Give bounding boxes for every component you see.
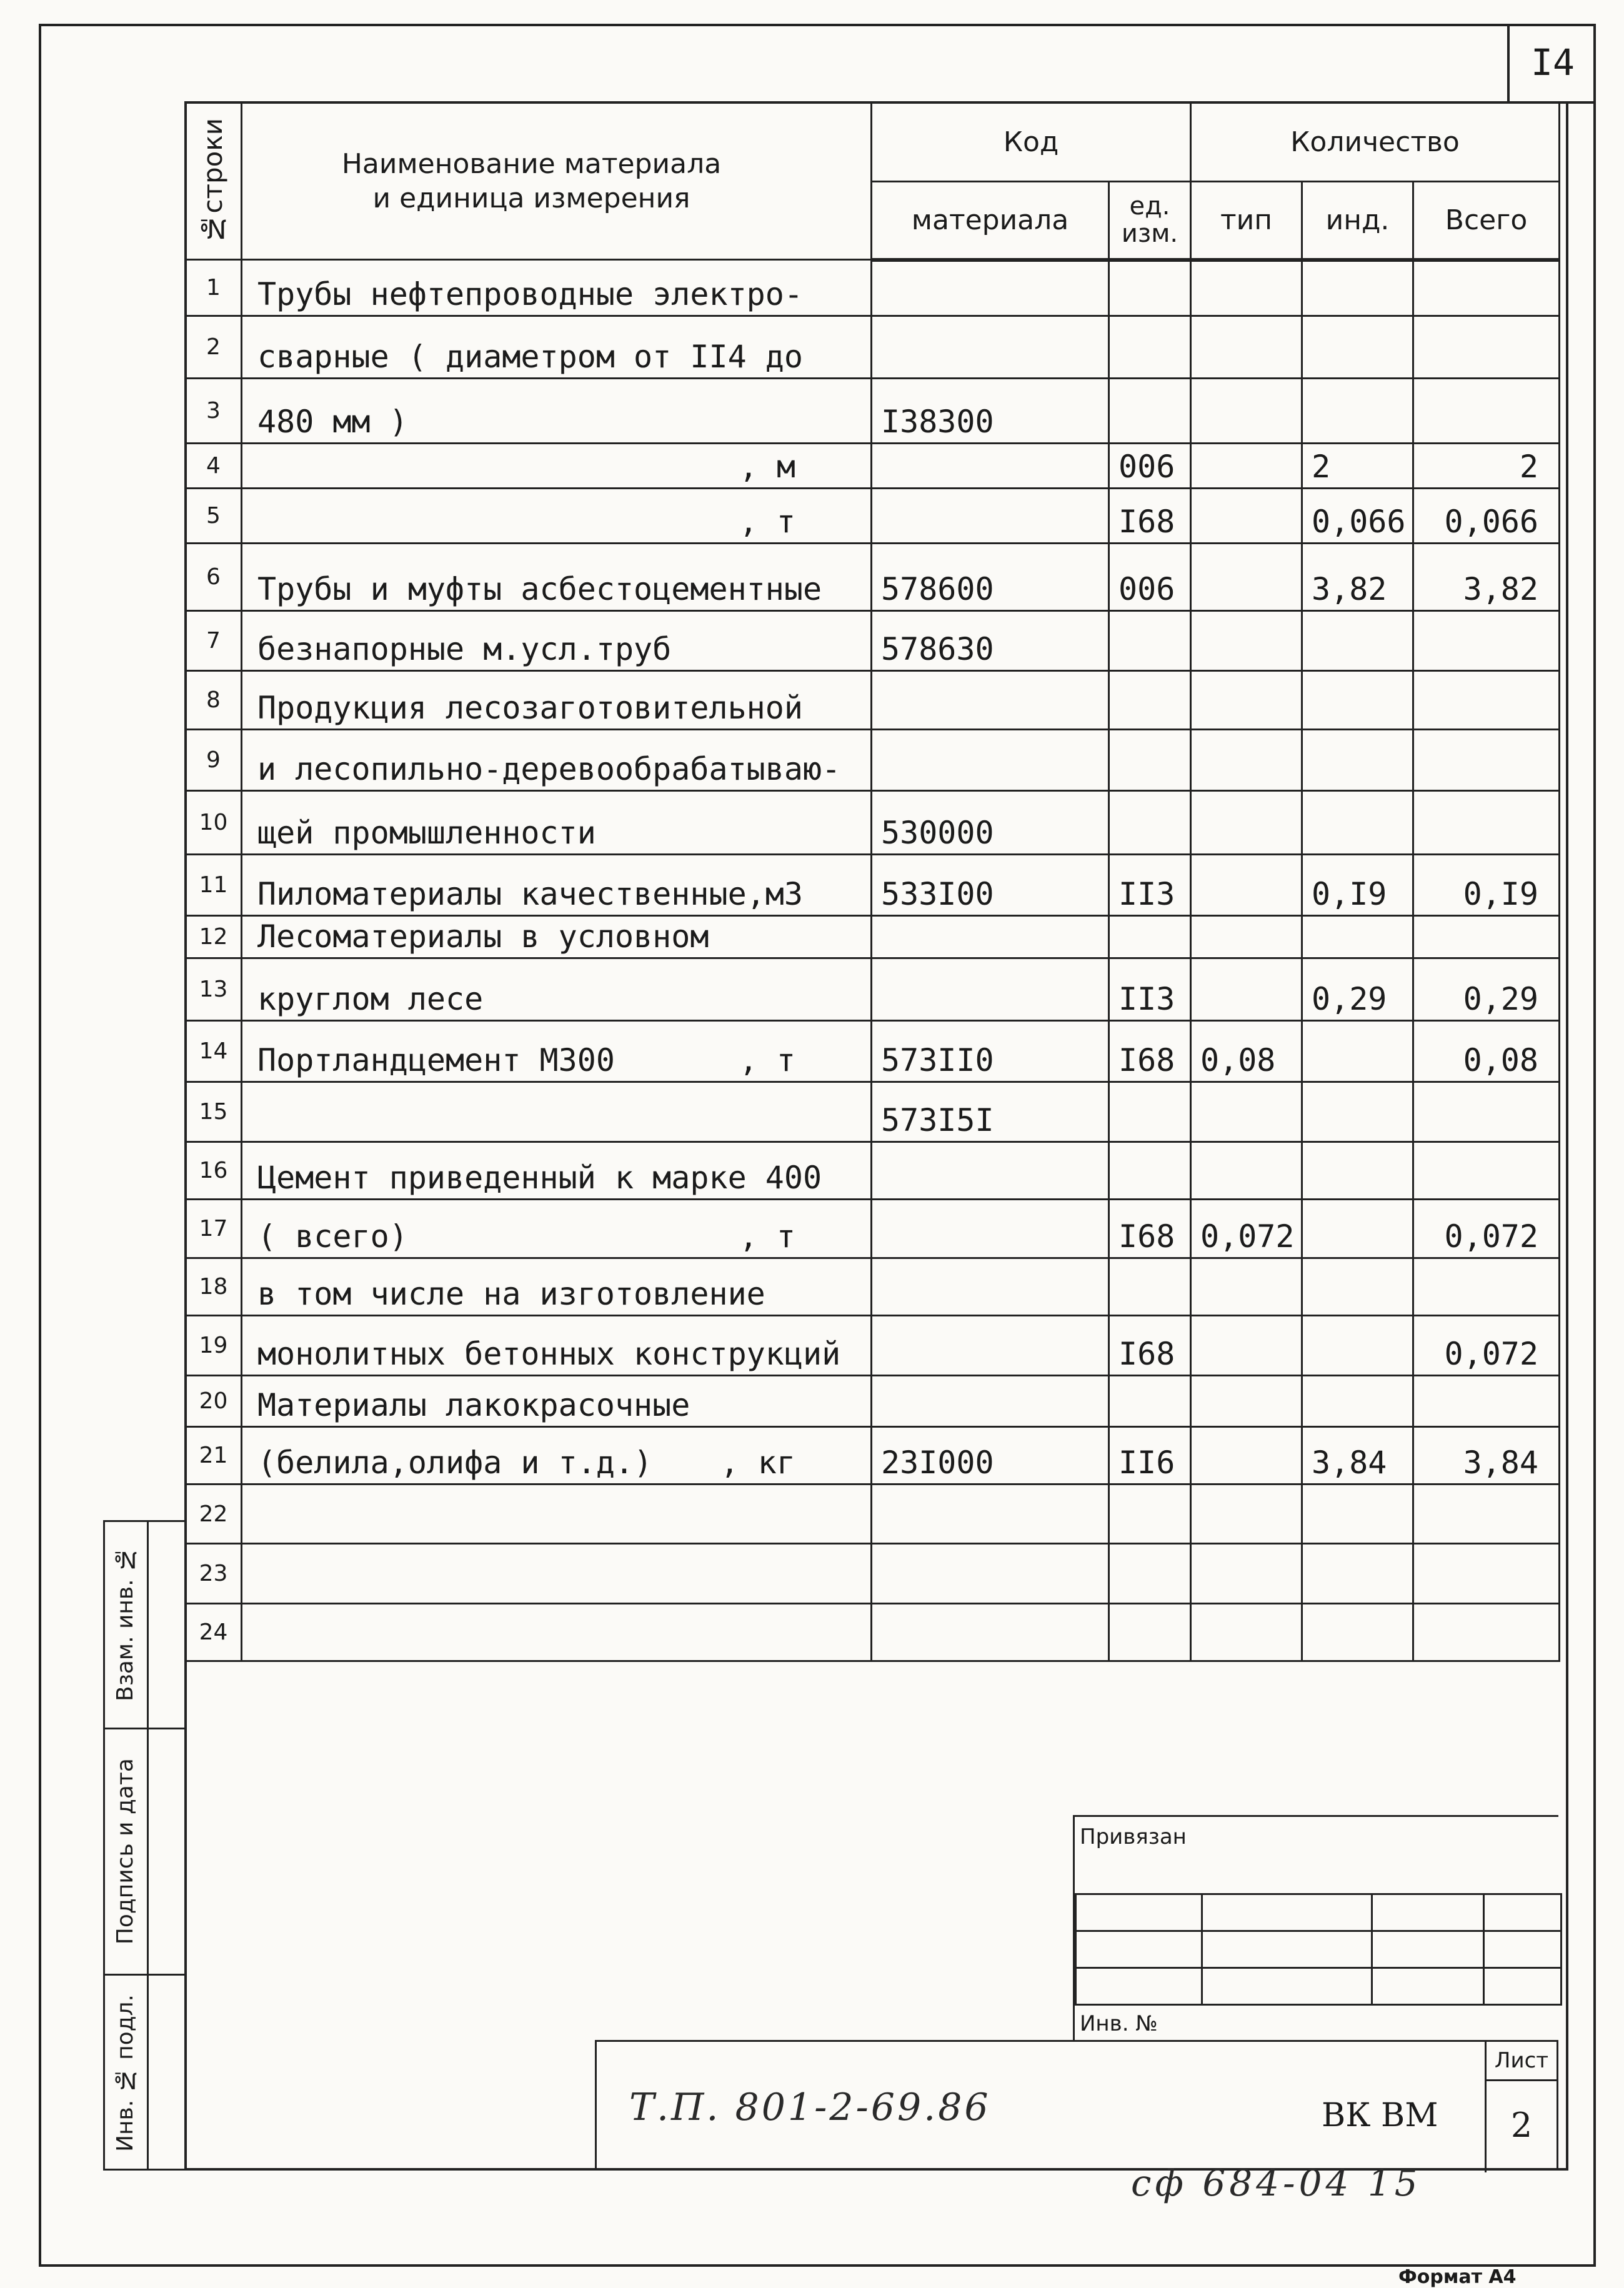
row-number: 22 — [186, 1485, 242, 1544]
qty-ind: 3,84 — [1302, 1427, 1413, 1485]
unit-code — [1109, 1604, 1191, 1661]
material-name — [242, 916, 872, 958]
material-name — [242, 855, 872, 916]
qty-ind — [1302, 1376, 1413, 1427]
qty-ind: 3,82 — [1302, 544, 1413, 611]
qty-total — [1413, 1142, 1560, 1200]
material-name-text: монолитных бетонных конструкций — [257, 1336, 841, 1372]
side-field-podpis — [103, 1729, 187, 1976]
material-name-text: и лесопильно-деревообрабатываю- — [257, 751, 841, 787]
qty-type — [1191, 1604, 1302, 1661]
qty-total — [1413, 1082, 1560, 1142]
table-row — [186, 1376, 1560, 1427]
material-code — [872, 1200, 1109, 1258]
unit-code: II3 — [1109, 958, 1191, 1021]
material-name — [242, 958, 872, 1021]
material-name — [242, 1485, 872, 1544]
material-code — [872, 671, 1109, 730]
qty-total: 0,08 — [1413, 1021, 1560, 1082]
qty-type — [1191, 316, 1302, 379]
material-name-text: сварные ( диаметром от II4 до — [257, 339, 803, 375]
qty-total — [1413, 916, 1560, 958]
row-number: 9 — [186, 730, 242, 791]
table-row — [186, 1142, 1560, 1200]
material-code: 578630 — [872, 611, 1109, 671]
header-code: Код — [872, 102, 1191, 182]
qty-total — [1413, 1604, 1560, 1661]
material-code — [872, 1316, 1109, 1376]
qty-ind — [1302, 671, 1413, 730]
qty-total — [1413, 730, 1560, 791]
qty-type — [1191, 1485, 1302, 1544]
material-name — [242, 1316, 872, 1376]
header-row-no: №строки — [186, 102, 242, 260]
material-name — [242, 791, 872, 855]
table-row — [186, 379, 1560, 444]
unit-code — [1109, 316, 1191, 379]
sheet-number: 2 — [1510, 2105, 1533, 2145]
material-name-text: круглом лесе — [257, 981, 484, 1017]
qty-total — [1413, 1376, 1560, 1427]
header-quantity: Количество — [1191, 102, 1560, 182]
qty-ind: 0,29 — [1302, 958, 1413, 1021]
qty-total: 2 — [1413, 444, 1560, 489]
row-number: 7 — [186, 611, 242, 671]
materials-table — [184, 101, 1560, 1662]
material-name-text: ( всего) — [257, 1218, 408, 1255]
qty-total: 0,066 — [1413, 489, 1560, 544]
material-code — [872, 1544, 1109, 1604]
material-name-text: безнапорные м.усл.труб — [257, 631, 672, 667]
qty-ind — [1302, 260, 1413, 316]
qty-total — [1413, 316, 1560, 379]
unit-suffix: , т — [739, 1042, 795, 1078]
material-name — [242, 671, 872, 730]
unit-code — [1109, 1544, 1191, 1604]
qty-total — [1413, 611, 1560, 671]
qty-ind — [1302, 1021, 1413, 1082]
unit-code: 006 — [1109, 444, 1191, 489]
table-row — [186, 855, 1560, 916]
table-row — [186, 1604, 1560, 1661]
stamp-grid — [1075, 1893, 1562, 2006]
material-name-text: 480 мм ) — [257, 404, 408, 440]
material-name — [242, 544, 872, 611]
qty-type — [1191, 1427, 1302, 1485]
unit-code — [1109, 671, 1191, 730]
side-field-inv-podl — [103, 1976, 187, 2171]
header-code-unit: ед. изм. — [1109, 182, 1191, 260]
qty-type — [1191, 489, 1302, 544]
page-number: I4 — [1507, 24, 1596, 104]
material-code: 23I000 — [872, 1427, 1109, 1485]
table-row — [186, 611, 1560, 671]
unit-code: I68 — [1109, 1316, 1191, 1376]
material-name — [242, 379, 872, 444]
qty-type — [1191, 1258, 1302, 1316]
material-name — [242, 1021, 872, 1082]
qty-ind — [1302, 1258, 1413, 1316]
material-name — [242, 1258, 872, 1316]
handwritten-note: сф 684-04 15 — [1131, 2162, 1422, 2204]
row-number: 6 — [186, 544, 242, 611]
material-code — [872, 958, 1109, 1021]
side-label-podpis: Подпись и дата — [112, 1758, 138, 1945]
doc-code: Т.П. 801-2-69.86 — [629, 2086, 991, 2129]
qty-type — [1191, 730, 1302, 791]
row-number: 1 — [186, 260, 242, 316]
unit-code — [1109, 1082, 1191, 1142]
material-name — [242, 1142, 872, 1200]
qty-total — [1413, 1485, 1560, 1544]
material-name-text: щей промышленности — [257, 815, 596, 851]
qty-ind — [1302, 379, 1413, 444]
unit-suffix: , м — [739, 449, 795, 485]
qty-type — [1191, 855, 1302, 916]
table-row — [186, 1316, 1560, 1376]
material-code: 530000 — [872, 791, 1109, 855]
material-code — [872, 730, 1109, 791]
material-name — [242, 1604, 872, 1661]
table-row — [186, 1485, 1560, 1544]
row-number: 18 — [186, 1258, 242, 1316]
material-name — [242, 1376, 872, 1427]
binding-stamp — [1073, 1815, 1558, 2040]
material-code — [872, 1142, 1109, 1200]
row-number: 14 — [186, 1021, 242, 1082]
sheet-label: Лист — [1487, 2042, 1557, 2081]
material-name — [242, 1544, 872, 1604]
side-label-inv-podl: Инв. № подл. — [112, 1994, 138, 2152]
qty-total: 0,072 — [1413, 1316, 1560, 1376]
material-name-text: Портландцемент М300 — [257, 1042, 615, 1078]
table-row — [186, 916, 1560, 958]
table-row — [186, 1427, 1560, 1485]
material-code: 573II0 — [872, 1021, 1109, 1082]
format-label: Формат А4 — [1398, 2266, 1517, 2288]
material-code — [872, 1376, 1109, 1427]
material-name — [242, 611, 872, 671]
unit-code — [1109, 730, 1191, 791]
qty-ind — [1302, 611, 1413, 671]
table-row — [186, 958, 1560, 1021]
table-row — [186, 316, 1560, 379]
material-code — [872, 316, 1109, 379]
unit-code: I68 — [1109, 1200, 1191, 1258]
sheet-box — [1485, 2042, 1557, 2172]
row-number: 3 — [186, 379, 242, 444]
material-code — [872, 916, 1109, 958]
material-name — [242, 316, 872, 379]
material-code — [872, 444, 1109, 489]
unit-code: I68 — [1109, 1021, 1191, 1082]
table-row — [186, 544, 1560, 611]
row-number: 17 — [186, 1200, 242, 1258]
qty-ind — [1302, 730, 1413, 791]
stamp-privyazan: Привязан — [1080, 1824, 1187, 1849]
table-row — [186, 671, 1560, 730]
side-field-vzam — [103, 1520, 187, 1729]
material-name-text: Лесоматериалы в условном — [257, 918, 709, 955]
row-number: 4 — [186, 444, 242, 489]
row-number: 16 — [186, 1142, 242, 1200]
row-number: 19 — [186, 1316, 242, 1376]
qty-total: 0,072 — [1413, 1200, 1560, 1258]
qty-total — [1413, 1544, 1560, 1604]
qty-ind — [1302, 1082, 1413, 1142]
header-qty-total: Всего — [1413, 182, 1560, 260]
qty-type — [1191, 444, 1302, 489]
table-row — [186, 791, 1560, 855]
qty-total — [1413, 260, 1560, 316]
material-name — [242, 489, 872, 544]
material-code — [872, 489, 1109, 544]
row-number: 10 — [186, 791, 242, 855]
header-code-material: материала — [872, 182, 1109, 260]
material-name-text: в том числе на изготовление — [257, 1276, 765, 1312]
qty-type: 0,08 — [1191, 1021, 1302, 1082]
row-number: 23 — [186, 1544, 242, 1604]
qty-type: 0,072 — [1191, 1200, 1302, 1258]
material-code: I38300 — [872, 379, 1109, 444]
material-code — [872, 1258, 1109, 1316]
qty-type — [1191, 916, 1302, 958]
material-code: 578600 — [872, 544, 1109, 611]
qty-ind — [1302, 1316, 1413, 1376]
qty-ind — [1302, 1485, 1413, 1544]
qty-type — [1191, 544, 1302, 611]
material-name-text: Трубы нефтепроводные электро- — [257, 276, 803, 312]
row-number: 12 — [186, 916, 242, 958]
qty-type — [1191, 1316, 1302, 1376]
unit-code — [1109, 260, 1191, 316]
qty-ind: 0,066 — [1302, 489, 1413, 544]
material-name — [242, 260, 872, 316]
stamp-inv-no: Инв. № — [1080, 2011, 1158, 2036]
qty-ind — [1302, 916, 1413, 958]
row-number: 21 — [186, 1427, 242, 1485]
unit-code: II3 — [1109, 855, 1191, 916]
qty-ind — [1302, 1142, 1413, 1200]
qty-total: 3,84 — [1413, 1427, 1560, 1485]
unit-code — [1109, 379, 1191, 444]
qty-ind — [1302, 791, 1413, 855]
unit-code — [1109, 916, 1191, 958]
qty-type — [1191, 260, 1302, 316]
unit-code: I68 — [1109, 489, 1191, 544]
qty-total — [1413, 791, 1560, 855]
row-number: 8 — [186, 671, 242, 730]
qty-total: 3,82 — [1413, 544, 1560, 611]
title-block — [595, 2040, 1558, 2171]
unit-code — [1109, 1376, 1191, 1427]
qty-total: 0,29 — [1413, 958, 1560, 1021]
qty-type — [1191, 791, 1302, 855]
material-name — [242, 1427, 872, 1485]
material-name-text: Продукция лесозаготовительной — [257, 690, 803, 726]
qty-type — [1191, 1142, 1302, 1200]
qty-total — [1413, 1258, 1560, 1316]
header-qty-ind: инд. — [1302, 182, 1413, 260]
qty-ind: 2 — [1302, 444, 1413, 489]
unit-code — [1109, 1142, 1191, 1200]
qty-ind — [1302, 1200, 1413, 1258]
material-code — [872, 260, 1109, 316]
qty-total: 0,I9 — [1413, 855, 1560, 916]
material-name — [242, 730, 872, 791]
unit-code — [1109, 1485, 1191, 1544]
table-row — [186, 489, 1560, 544]
row-number: 5 — [186, 489, 242, 544]
row-number: 24 — [186, 1604, 242, 1661]
qty-type — [1191, 611, 1302, 671]
material-name — [242, 1200, 872, 1258]
unit-suffix: , кг — [720, 1445, 795, 1481]
doc-mark: ВК ВМ — [1322, 2097, 1438, 2134]
row-number: 15 — [186, 1082, 242, 1142]
unit-code — [1109, 1258, 1191, 1316]
material-name-text: Пиломатериалы качественные,м3 — [257, 876, 803, 912]
row-number: 20 — [186, 1376, 242, 1427]
table-row — [186, 1258, 1560, 1316]
unit-suffix: , т — [739, 1218, 795, 1255]
header-name: Наименование материала и единица измерения — [242, 102, 872, 260]
unit-code — [1109, 791, 1191, 855]
qty-ind — [1302, 316, 1413, 379]
header-qty-type: тип — [1191, 182, 1302, 260]
qty-total — [1413, 379, 1560, 444]
material-name — [242, 1082, 872, 1142]
table-row — [186, 1200, 1560, 1258]
qty-ind — [1302, 1544, 1413, 1604]
unit-code: II6 — [1109, 1427, 1191, 1485]
unit-code: 006 — [1109, 544, 1191, 611]
qty-type — [1191, 671, 1302, 730]
material-name-text: Материалы лакокрасочные — [257, 1387, 690, 1423]
row-number: 13 — [186, 958, 242, 1021]
unit-suffix: , т — [739, 504, 795, 540]
table-row — [186, 1082, 1560, 1142]
row-number: 11 — [186, 855, 242, 916]
material-name-text: (белила,олифа и т.д.) — [257, 1445, 653, 1481]
qty-type — [1191, 379, 1302, 444]
table-row — [186, 260, 1560, 316]
qty-type — [1191, 958, 1302, 1021]
table-row — [186, 730, 1560, 791]
material-name-text: Цемент приведенный к марке 400 — [257, 1160, 822, 1196]
table-row — [186, 444, 1560, 489]
table-row — [186, 1544, 1560, 1604]
material-code: 533I00 — [872, 855, 1109, 916]
material-code — [872, 1485, 1109, 1544]
material-code: 573I5I — [872, 1082, 1109, 1142]
qty-type — [1191, 1544, 1302, 1604]
qty-ind: 0,I9 — [1302, 855, 1413, 916]
side-label-vzam: Взам. инв. № — [112, 1546, 138, 1701]
material-name — [242, 444, 872, 489]
qty-ind — [1302, 1604, 1413, 1661]
qty-type — [1191, 1376, 1302, 1427]
table-body — [186, 260, 1560, 1661]
material-name-text: Трубы и муфты асбестоцементные — [257, 571, 822, 607]
qty-total — [1413, 671, 1560, 730]
qty-type — [1191, 1082, 1302, 1142]
material-code — [872, 1604, 1109, 1661]
unit-code — [1109, 611, 1191, 671]
table-row — [186, 1021, 1560, 1082]
row-number: 2 — [186, 316, 242, 379]
